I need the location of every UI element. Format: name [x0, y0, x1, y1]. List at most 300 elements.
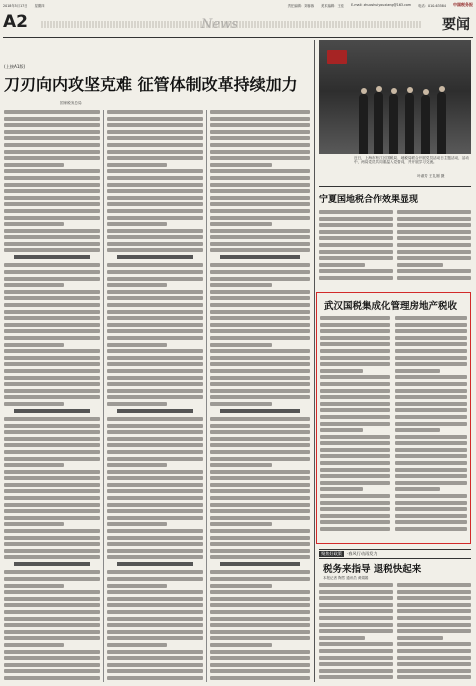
person-head: [439, 86, 445, 92]
text-line: [210, 590, 310, 594]
text-line: [210, 130, 310, 134]
text-line: [4, 229, 100, 233]
text-line: [397, 276, 471, 280]
text-line: [4, 329, 100, 333]
text-line: [107, 376, 203, 380]
text-line: [210, 529, 310, 533]
text-line: [210, 509, 310, 513]
text-line: [320, 349, 390, 353]
text-line: [395, 461, 467, 465]
text-line: [319, 629, 393, 633]
masthead-phone: 电话：010-63584: [418, 3, 446, 8]
text-line: [210, 183, 310, 187]
text-line: [107, 450, 203, 454]
text-line: [397, 596, 471, 600]
text-line: [395, 507, 467, 511]
text-line: [107, 323, 203, 327]
text-line: [210, 669, 310, 673]
text-line: [210, 663, 310, 667]
text-line: [107, 529, 203, 533]
text-line: [395, 408, 467, 412]
text-line: [210, 123, 310, 127]
text-line: [4, 570, 100, 574]
text-line: [4, 176, 100, 180]
text-line: [107, 402, 167, 406]
text-line: [210, 136, 310, 140]
person-figure: [389, 94, 398, 154]
text-line: [107, 209, 203, 213]
text-line: [107, 663, 203, 667]
text-line: [107, 590, 203, 594]
text-line: [210, 196, 310, 200]
text-line: [107, 130, 203, 134]
text-line: [210, 443, 310, 447]
text-line: [319, 276, 393, 280]
person-head: [376, 86, 382, 92]
text-line: [4, 650, 100, 654]
text-line: [210, 457, 310, 461]
text-line: [397, 675, 471, 679]
text-line: [210, 584, 272, 588]
text-line: [319, 596, 393, 600]
text-line: [4, 636, 100, 640]
person-head: [407, 87, 413, 93]
text-line: [4, 290, 100, 294]
text-line: [210, 417, 310, 421]
text-line: [395, 520, 467, 524]
text-line: [4, 316, 100, 320]
text-line: [107, 143, 203, 147]
text-line: [395, 316, 467, 320]
text-line: [107, 123, 203, 127]
text-line: [107, 496, 203, 500]
text-line: [319, 269, 393, 273]
main-column-1: [4, 110, 100, 682]
text-line: [4, 270, 100, 274]
text-line: [210, 402, 272, 406]
text-line: [107, 610, 203, 614]
text-line: [107, 150, 203, 154]
text-line: [4, 669, 100, 673]
text-line: [107, 263, 203, 267]
text-line: [107, 310, 203, 314]
wuhan-column-1: [320, 316, 390, 539]
text-line: [4, 336, 100, 340]
text-line: [4, 597, 100, 601]
text-line: [107, 503, 203, 507]
text-line: [210, 356, 310, 360]
text-line: [397, 217, 471, 221]
text-line: [395, 468, 467, 472]
text-line: [107, 189, 203, 193]
text-line: [320, 520, 390, 524]
text-line: [4, 323, 100, 327]
header-rule: [3, 37, 473, 38]
text-line: [107, 110, 203, 114]
text-line: [210, 382, 310, 386]
text-line: [210, 496, 310, 500]
text-line: [397, 642, 471, 646]
text-line: [4, 402, 64, 406]
text-line: [210, 143, 310, 147]
text-line: [107, 536, 203, 540]
text-line: [107, 643, 167, 647]
text-line: [210, 522, 272, 526]
text-line: [395, 323, 467, 327]
text-line: [210, 636, 310, 640]
text-line: [4, 369, 100, 373]
text-line: [210, 630, 310, 634]
ningxia-column-2: [397, 210, 471, 288]
text-line: [319, 256, 393, 260]
text-line: [210, 549, 310, 553]
text-line: [210, 450, 310, 454]
text-line: [397, 669, 471, 673]
text-line: [395, 369, 440, 373]
text-line: [210, 156, 310, 160]
text-line: [4, 483, 100, 487]
text-line: [320, 514, 390, 518]
text-line: [107, 277, 203, 281]
text-line: [107, 516, 203, 520]
text-line: [397, 583, 471, 587]
text-line: [4, 470, 100, 474]
section-word: News: [201, 17, 238, 32]
text-line: [210, 229, 310, 233]
text-line: [210, 369, 310, 373]
text-line: [107, 283, 167, 287]
text-line: [107, 489, 203, 493]
text-line: [107, 437, 203, 441]
text-line: [4, 430, 100, 434]
text-line: [220, 562, 300, 566]
text-line: [210, 263, 310, 267]
text-line: [395, 422, 467, 426]
text-line: [107, 457, 203, 461]
text-line: [220, 409, 300, 413]
wuhan-column-2: [395, 316, 467, 539]
text-line: [107, 584, 167, 588]
text-line: [14, 562, 91, 566]
wuhan-headline: 武汉国税集成化管理房地产税收: [324, 301, 458, 312]
text-line: [320, 329, 390, 333]
text-line: [210, 323, 310, 327]
text-line: [4, 389, 100, 393]
text-line: [4, 303, 100, 307]
text-line: [4, 463, 64, 467]
text-line: [4, 577, 100, 581]
text-line: [117, 562, 194, 566]
text-line: [107, 196, 203, 200]
text-line: [4, 663, 100, 667]
text-line: [4, 209, 100, 213]
text-line: [320, 408, 390, 412]
person-figure: [374, 92, 383, 154]
text-line: [319, 230, 393, 234]
text-line: [4, 150, 100, 154]
text-line: [319, 210, 393, 214]
masthead-date: 2018年5月17日: [3, 3, 28, 8]
text-line: [107, 222, 167, 226]
text-line: [4, 196, 100, 200]
text-line: [395, 474, 467, 478]
news-photo: [319, 40, 471, 154]
text-line: [210, 329, 310, 333]
text-line: [210, 437, 310, 441]
text-line: [320, 402, 390, 406]
text-line: [395, 448, 467, 452]
text-line: [319, 236, 393, 240]
text-line: [395, 494, 467, 498]
text-line: [107, 570, 203, 574]
text-line: [210, 430, 310, 434]
text-line: [319, 250, 393, 254]
text-line: [210, 610, 310, 614]
masthead-logo: 中国税务报: [453, 2, 473, 7]
text-line: [319, 656, 393, 660]
text-line: [4, 516, 100, 520]
text-line: [107, 476, 203, 480]
person-figure: [437, 92, 446, 154]
text-line: [107, 229, 203, 233]
text-line: [395, 329, 467, 333]
text-line: [107, 470, 203, 474]
text-line: [107, 117, 203, 121]
text-line: [320, 501, 390, 505]
text-line: [320, 356, 390, 360]
text-line: [395, 514, 467, 518]
text-line: [4, 457, 100, 461]
text-line: [210, 570, 310, 574]
text-line: [107, 623, 203, 627]
text-line: [4, 242, 100, 246]
text-line: [319, 609, 393, 613]
text-line: [210, 470, 310, 474]
text-line: [4, 555, 100, 559]
text-line: [4, 443, 100, 447]
text-line: [4, 496, 100, 500]
text-line: [210, 202, 310, 206]
text-line: [4, 437, 100, 441]
text-line: [4, 529, 100, 533]
text-line: [107, 417, 203, 421]
page-header: [3, 11, 473, 38]
text-line: [4, 296, 100, 300]
text-line: [395, 402, 467, 406]
text-line: [107, 549, 203, 553]
text-line: [320, 435, 390, 439]
text-line: [107, 630, 203, 634]
text-line: [107, 669, 203, 673]
text-line: [4, 222, 64, 226]
text-line: [320, 323, 390, 327]
text-line: [395, 349, 467, 353]
text-line: [107, 296, 203, 300]
text-line: [319, 616, 393, 620]
masthead-day: 星期四: [34, 3, 45, 8]
text-line: [210, 176, 310, 180]
text-line: [210, 536, 310, 540]
text-line: [395, 487, 440, 491]
text-line: [210, 483, 310, 487]
text-line: [107, 316, 203, 320]
text-line: [210, 290, 310, 294]
text-line: [107, 542, 203, 546]
person-head: [391, 88, 397, 94]
text-line: [4, 623, 100, 627]
text-line: [320, 474, 390, 478]
text-line: [319, 263, 365, 267]
text-line: [395, 435, 467, 439]
text-line: [107, 163, 167, 167]
banner-label: 聚焦好政策: [321, 551, 342, 556]
text-line: [4, 163, 64, 167]
text-line: [395, 415, 467, 419]
text-line: [4, 376, 100, 380]
text-line: [395, 342, 467, 346]
text-line: [210, 163, 272, 167]
bottom-byline: 本报记者 陶然 通讯员 黄娟娟: [323, 576, 369, 580]
text-line: [210, 617, 310, 621]
text-line: [319, 603, 393, 607]
text-line: [4, 417, 100, 421]
text-line: [210, 296, 310, 300]
bottom-column-2: [397, 583, 471, 682]
text-line: [107, 290, 203, 294]
text-line: [107, 603, 203, 607]
text-line: [107, 617, 203, 621]
text-line: [4, 130, 100, 134]
text-line: [320, 342, 390, 346]
text-line: [210, 343, 272, 347]
main-column-3: [210, 110, 310, 682]
text-line: [4, 216, 100, 220]
text-line: [107, 136, 203, 140]
section-title: 要闻: [442, 17, 470, 33]
text-line: [319, 669, 393, 673]
text-line: [4, 617, 100, 621]
text-line: [319, 636, 365, 640]
text-line: [210, 277, 310, 281]
text-line: [397, 230, 471, 234]
text-line: [107, 555, 203, 559]
text-line: [210, 349, 310, 353]
text-line: [4, 536, 100, 540]
text-line: [210, 555, 310, 559]
text-line: [220, 255, 300, 259]
text-line: [107, 343, 167, 347]
photo-credit: 叶淑芳 王礼刚 摄: [417, 174, 445, 178]
text-line: [320, 316, 390, 320]
column-divider: [103, 110, 104, 682]
text-line: [397, 609, 471, 613]
text-line: [4, 590, 100, 594]
text-line: [4, 248, 100, 252]
text-line: [4, 643, 64, 647]
banner-text: ·春风行动再发力: [346, 551, 378, 556]
text-line: [107, 483, 203, 487]
text-line: [395, 441, 467, 445]
person-figure: [359, 94, 368, 154]
text-line: [210, 623, 310, 627]
text-line: [4, 263, 100, 267]
text-line: [210, 189, 310, 193]
main-column-2: [107, 110, 203, 682]
text-line: [4, 509, 100, 513]
text-line: [395, 336, 467, 340]
text-line: [395, 454, 467, 458]
text-line: [107, 650, 203, 654]
text-line: [107, 183, 203, 187]
person-head: [423, 89, 429, 95]
text-line: [107, 235, 203, 239]
text-line: [4, 156, 100, 160]
text-line: [210, 603, 310, 607]
text-line: [4, 169, 100, 173]
text-line: [210, 424, 310, 428]
text-line: [107, 509, 203, 513]
text-line: [397, 243, 471, 247]
text-line: [320, 468, 390, 472]
text-line: [107, 303, 203, 307]
text-line: [4, 349, 100, 353]
main-byline: 国家税务总局: [60, 101, 82, 105]
text-line: [107, 356, 203, 360]
bottom-headline: 税务来指导 退税快起来: [323, 564, 422, 575]
text-line: [4, 450, 100, 454]
party-flag-icon: [327, 50, 347, 64]
text-line: [117, 409, 194, 413]
text-line: [395, 428, 440, 432]
main-headline: 刀刃向内攻坚克难 征管体制改革持续加力: [4, 75, 298, 94]
text-line: [319, 217, 393, 221]
text-line: [4, 630, 100, 634]
text-line: [4, 283, 64, 287]
masthead-designer: 美术编辑：王佳: [321, 3, 345, 8]
text-line: [210, 336, 310, 340]
text-line: [320, 507, 390, 511]
text-line: [210, 150, 310, 154]
feature-banner: [319, 549, 471, 559]
text-line: [210, 643, 272, 647]
text-line: [395, 362, 467, 366]
person-figure: [421, 95, 430, 154]
text-line: [397, 263, 443, 267]
text-line: [107, 430, 203, 434]
text-line: [107, 369, 203, 373]
text-line: [397, 269, 471, 273]
text-line: [397, 649, 471, 653]
text-line: [4, 522, 64, 526]
text-line: [395, 389, 467, 393]
text-line: [319, 223, 393, 227]
text-line: [319, 642, 393, 646]
text-line: [107, 395, 203, 399]
text-line: [320, 428, 363, 432]
text-line: [210, 389, 310, 393]
text-line: [210, 376, 310, 380]
text-line: [4, 110, 100, 114]
text-line: [210, 209, 310, 213]
text-line: [320, 527, 390, 531]
section-divider: [314, 40, 315, 682]
text-line: [107, 156, 203, 160]
text-line: [107, 382, 203, 386]
masthead-strip: [0, 0, 476, 10]
text-line: [107, 443, 203, 447]
text-line: [4, 382, 100, 386]
text-line: [4, 310, 100, 314]
